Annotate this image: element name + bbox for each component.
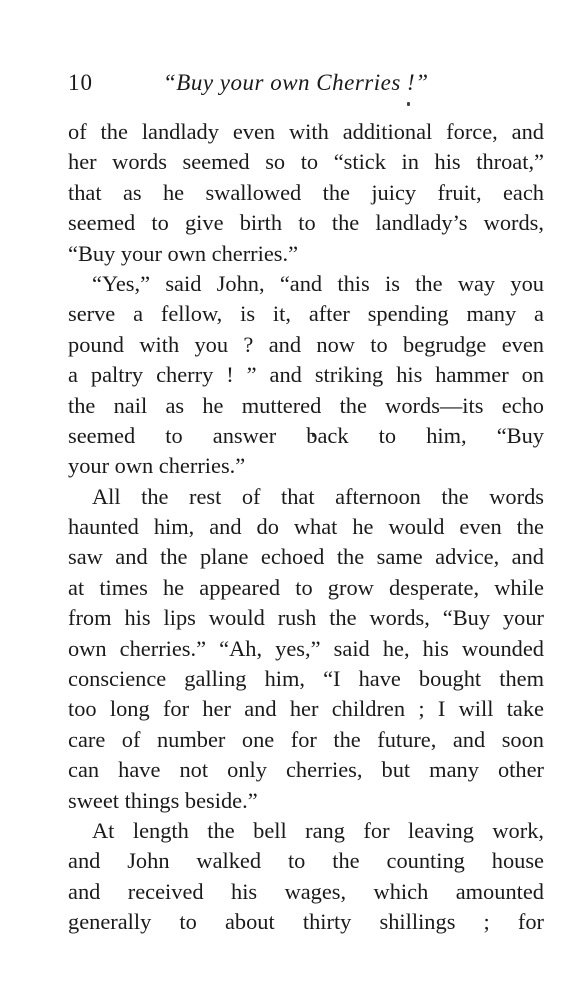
text-line: your own cherries.” [68,453,246,479]
text-line: care of number one for the future, and soon [68,726,544,752]
text-line: “Yes,” said John, “and this is the way you [92,270,544,296]
page-number: 10 [68,70,93,95]
text-line: All the rest of that afternoon the words [92,483,544,509]
text-line: serve a fellow, is it, after spending many a [68,301,544,327]
text-line: the nail as he muttered the words—its echo [68,392,544,418]
text-line: haunted him, and do what he would even the [68,514,544,540]
text-line: own cherries.” “Ah, yes,” said he, his wounded [68,635,544,661]
text-line: At length the bell rang for leaving work, [92,817,544,843]
text-line: and received his wages, which amounted [68,878,544,904]
text-line: that as he swallowed the juicy fruit, each [68,179,544,205]
print-speck [407,102,410,106]
running-title: “Buy your own Cherries !” [163,70,429,95]
text-line: conscience galling him, “I have bought them [68,666,544,692]
text-line: seemed to answer back to him, “Buy [68,422,544,448]
body-text [68,117,544,938]
text-line: and John walked to the counting house [68,848,544,874]
text-line: a paltry cherry ! ” and striking his hammer on [68,362,544,388]
text-line: generally to about thirty shillings ; for [68,909,544,935]
page-header [68,70,544,104]
text-line: “Buy your own cherries.” [68,240,299,266]
text-line: her words seemed so to “stick in his throat,” [68,149,544,175]
text-line: too long for her and her children ; I will take [68,696,544,722]
text-line: saw and the plane echoed the same advice, and [68,544,544,570]
text-line: seemed to give birth to the landlady’s words, [68,210,544,236]
text-line: can have not only cherries, but many other [68,757,544,783]
text-line: of the landlady even with additional force, and [68,119,544,144]
text-line: sweet things beside.” [68,787,258,813]
text-line: from his lips would rush the words, “Buy your [68,605,544,631]
text-line: at times he appeared to grow desperate, while [68,574,544,600]
text-line: pound with you ? and now to begrudge even [68,331,544,357]
